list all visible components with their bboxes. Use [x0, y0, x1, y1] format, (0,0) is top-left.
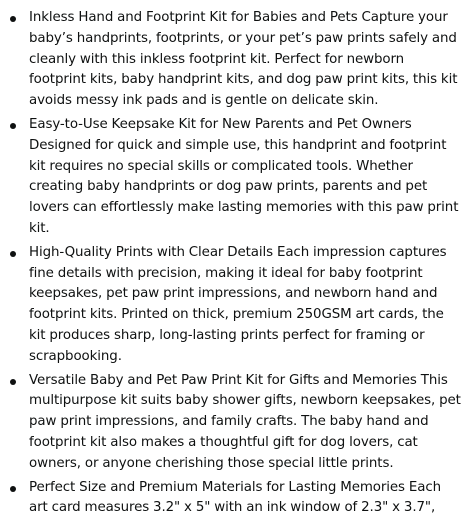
bullet-text: Perfect Size and Premium Materials for Lasting Memories Each art card measures 3.2" x 5" with an ink window of 2.3" x 3.7",	[29, 479, 441, 516]
bullet-item-inkless-kit	[0, 8, 469, 112]
bullet-text: Inkless Hand and Footprint Kit for Babies and Pets Capture your baby’s handprints, footprints, or your pet’s paw prints safely and cleanly with this inkless footprint kit. Perfect for newborn footprint kits, baby handprint kits, and dog paw print kits, this kit avoids messy ink pads and is gentle on delicate skin.	[29, 10, 458, 109]
bullet-item-high-quality	[0, 243, 469, 368]
bullet-dot-icon	[10, 379, 16, 385]
bullet-dot-icon	[10, 251, 16, 257]
bullet-text: Easy-to-Use Keepsake Kit for New Parents and Pet Owners Designed for quick and simple use, this handprint and footprint kit requires no special skills or complicated tools. Whether creating baby handprints or dog paw prints, parents and pet lovers can effortlessly make lasting memories with this paw print kit.	[29, 116, 459, 236]
bullet-text: Versatile Baby and Pet Paw Print Kit for Gifts and Memories This multipurpose kit suits baby shower gifts, newborn keepsakes, pet paw print impressions, and family crafts. The baby hand and footprint kit also makes a thoughtful gift for dog lovers, cat owners, or anyone cherishing those special little prints.	[29, 372, 461, 471]
bullet-dot-icon	[10, 486, 16, 492]
bullet-dot-icon	[10, 123, 16, 129]
bullet-dot-icon	[10, 16, 16, 22]
feature-bullet-list	[0, 8, 469, 522]
bullet-item-versatile	[0, 371, 469, 475]
bullet-text: High-Quality Prints with Clear Details Each impression captures fine details with precision, making it ideal for baby footprint keepsakes, pet paw print impressions, and newborn hand and footprint kits. Printed on thick, premium 250GSM art cards, the kit produces sharp, long-lasting prints perfect for framing or scrapbooking.	[29, 244, 447, 364]
bullet-item-easy-to-use	[0, 115, 469, 240]
